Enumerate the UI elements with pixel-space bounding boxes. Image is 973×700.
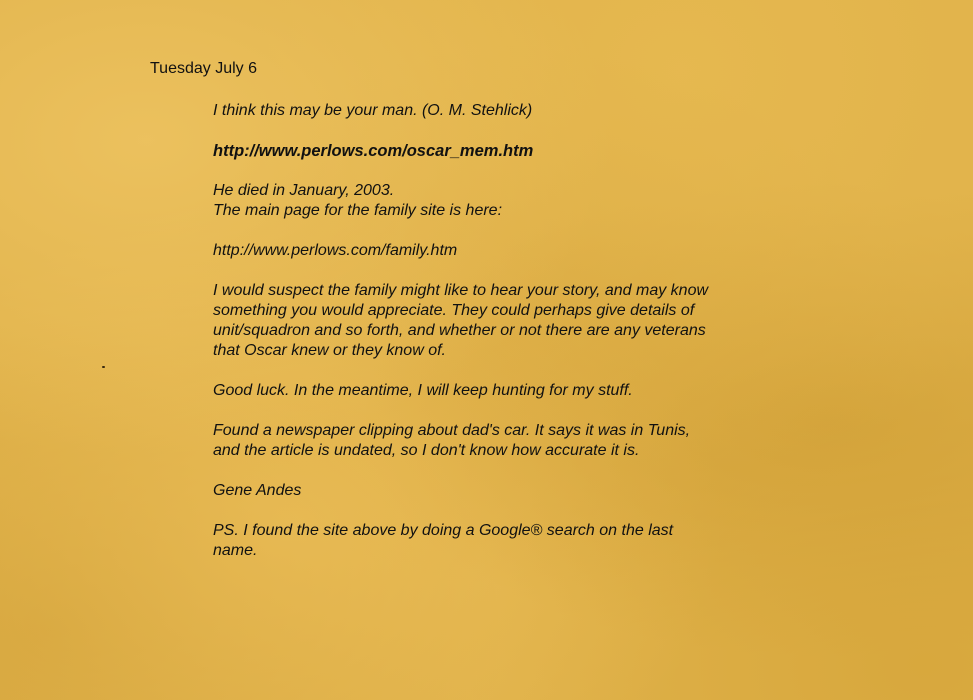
intro-line: I think this may be your man. (O. M. Stehlick) — [213, 102, 533, 119]
ps-paragraph — [213, 521, 813, 561]
letter-body — [213, 101, 813, 581]
paper-speck — [102, 366, 105, 368]
letter-date: Tuesday July 6 — [150, 60, 258, 77]
clipping-line: and the article is undated, so I don't know how accurate it is. — [213, 442, 640, 459]
family-url: http://www.perlows.com/family.htm — [213, 242, 458, 259]
suspect-line: that Oscar knew or they know of. — [213, 342, 446, 359]
memorial-url: http://www.perlows.com/oscar_mem.htm — [213, 142, 534, 160]
good-luck-line: Good luck. In the meantime, I will keep hunting for my stuff. — [213, 382, 633, 399]
ps-line: name. — [213, 542, 258, 559]
signature: Gene Andes — [213, 482, 302, 499]
suspect-line: unit/squadron and so forth, and whether or not there are any veterans — [213, 322, 706, 339]
suspect-line: something you would appreciate. They could perhaps give details of — [213, 302, 695, 319]
death-paragraph — [213, 181, 813, 221]
ps-line: PS. I found the site above by doing a Google® search on the last — [213, 522, 674, 539]
clipping-line: Found a newspaper clipping about dad's car. It says it was in Tunis, — [213, 422, 691, 439]
died-line: He died in January, 2003. — [213, 182, 395, 199]
suspect-paragraph — [213, 281, 813, 361]
clipping-paragraph — [213, 421, 813, 461]
main-page-line: The main page for the family site is here: — [213, 202, 503, 219]
suspect-line: I would suspect the family might like to hear your story, and may know — [213, 282, 709, 299]
